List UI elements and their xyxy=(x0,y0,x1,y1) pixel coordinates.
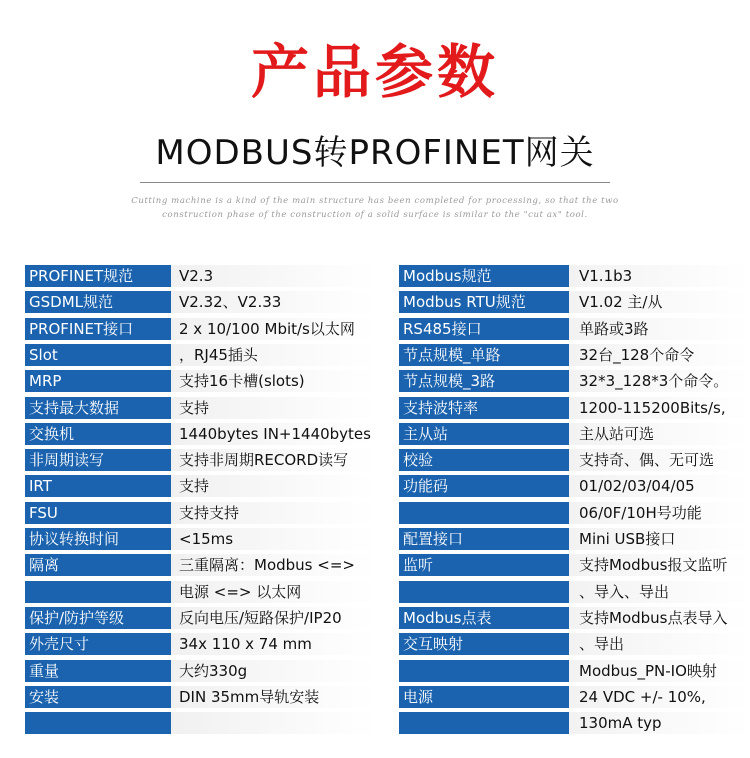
spec-label: 监听 xyxy=(399,554,569,576)
right-spec-row xyxy=(399,318,750,340)
spec-value: V2.32、V2.33 xyxy=(179,293,282,312)
spec-label: Modbus点表 xyxy=(399,607,569,629)
spec-value: <15ms xyxy=(179,530,234,548)
spec-value: 单路或3路 xyxy=(579,319,649,338)
left-spec-row xyxy=(25,265,375,287)
spec-label xyxy=(399,660,569,682)
spec-label: IRT xyxy=(25,475,171,497)
left-spec-row xyxy=(25,660,375,682)
right-spec-row xyxy=(399,554,750,576)
spec-value: 06/0F/10H号功能 xyxy=(579,503,702,522)
spec-value: Modbus_PN-IO映射 xyxy=(579,661,717,680)
spec-label: 节点规模_3路 xyxy=(399,370,569,392)
page-title: 产品参数 xyxy=(250,38,499,106)
right-spec-row xyxy=(399,291,750,313)
right-spec-row xyxy=(399,423,750,445)
left-spec-row xyxy=(25,528,375,550)
left-spec-row xyxy=(25,581,375,603)
spec-value: 32*3_128*3个命令。 xyxy=(579,372,729,391)
spec-label xyxy=(399,502,569,524)
left-spec-row xyxy=(25,397,375,419)
right-spec-row xyxy=(399,265,750,287)
spec-label xyxy=(25,581,171,603)
spec-label: RS485接口 xyxy=(399,318,569,340)
spec-value: 支持非周期RECORD读写 xyxy=(179,451,349,470)
spec-label: FSU xyxy=(25,502,171,524)
spec-value: 、导出 xyxy=(579,635,625,654)
spec-label: 校验 xyxy=(399,449,569,471)
spec-label: 交互映射 xyxy=(399,633,569,655)
spec-label: 支持波特率 xyxy=(399,397,569,419)
right-spec-row xyxy=(399,581,750,603)
spec-value: 电源 <=> 以太网 xyxy=(179,582,302,601)
right-spec-row xyxy=(399,449,750,471)
spec-value xyxy=(179,712,375,734)
spec-value: 大约330g xyxy=(179,661,248,680)
divider xyxy=(140,182,610,183)
right-spec-row xyxy=(399,712,750,734)
spec-label: Modbus RTU规范 xyxy=(399,291,569,313)
spec-value: 三重隔离：Modbus <=> xyxy=(179,556,355,575)
product-subtitle: MODBUS转PROFINET网关 xyxy=(155,133,595,173)
spec-label: 节点规模_单路 xyxy=(399,344,569,366)
right-spec-row xyxy=(399,502,750,524)
spec-value: 主从站可选 xyxy=(579,424,655,443)
right-spec-row xyxy=(399,475,750,497)
right-spec-row xyxy=(399,660,750,682)
spec-label: 配置接口 xyxy=(399,528,569,550)
left-spec-row xyxy=(25,370,375,392)
spec-table xyxy=(0,265,750,739)
left-spec-row xyxy=(25,291,375,313)
right-spec-row xyxy=(399,397,750,419)
spec-label xyxy=(25,712,171,734)
spec-label: GSDML规范 xyxy=(25,291,171,313)
spec-value: 2 x 10/100 Mbit/s以太网 xyxy=(179,319,355,338)
left-spec-row xyxy=(25,712,375,734)
spec-label: 协议转换时间 xyxy=(25,528,171,550)
left-spec-row xyxy=(25,475,375,497)
spec-value: 1440bytes IN+1440bytes xyxy=(179,424,371,443)
spec-label: 电源 xyxy=(399,686,569,708)
spec-value: 反向电压/短路保护/IP20 xyxy=(179,608,342,627)
right-spec-row xyxy=(399,370,750,392)
left-spec-row xyxy=(25,554,375,576)
spec-label xyxy=(399,581,569,603)
left-spec-row xyxy=(25,318,375,340)
spec-label: 安装 xyxy=(25,686,171,708)
left-spec-row xyxy=(25,423,375,445)
left-spec-row xyxy=(25,344,375,366)
spec-value: 34x 110 x 74 mm xyxy=(179,635,312,654)
spec-label: PROFINET接口 xyxy=(25,318,171,340)
spec-value: 支持 xyxy=(179,398,210,417)
spec-value: V1.1b3 xyxy=(579,267,633,285)
left-spec-row xyxy=(25,449,375,471)
right-spec-row xyxy=(399,607,750,629)
right-spec-row xyxy=(399,344,750,366)
spec-label: 外壳尺寸 xyxy=(25,633,171,655)
spec-label: Slot xyxy=(25,344,171,366)
left-spec-row xyxy=(25,502,375,524)
spec-value: 32台_128个命令 xyxy=(579,345,695,364)
spec-label: 保护/防护等级 xyxy=(25,607,171,629)
right-spec-row xyxy=(399,686,750,708)
spec-value: DIN 35mm导轨安装 xyxy=(179,687,320,706)
spec-value: V1.02 主/从 xyxy=(579,293,663,312)
spec-label: 主从站 xyxy=(399,423,569,445)
spec-label: 非周期读写 xyxy=(25,449,171,471)
spec-value: 130mA typ xyxy=(579,714,662,733)
decorative-caption: Cutting machine is a kind of the main structure has been completed for processing, so that the two construction phase of the construction of a solid surface is similar to the "cut ax" tool. xyxy=(131,196,619,220)
spec-value: Mini USB接口 xyxy=(579,530,676,548)
spec-value: V2.3 xyxy=(179,267,214,285)
spec-label: Modbus规范 xyxy=(399,265,569,287)
spec-label: 支持最大数据 xyxy=(25,397,171,419)
spec-value: 支持 xyxy=(179,477,210,496)
spec-label: 重量 xyxy=(25,660,171,682)
spec-value: 支持Modbus报文监听 xyxy=(579,556,728,575)
spec-value: 24 VDC +/- 10%, xyxy=(579,687,706,706)
spec-value: 支持奇、偶、无可选 xyxy=(579,451,715,470)
spec-label: 交换机 xyxy=(25,423,171,445)
spec-value: 支持支持 xyxy=(179,503,240,522)
spec-value: 、导入、导出 xyxy=(579,582,670,601)
spec-label: 隔离 xyxy=(25,554,171,576)
right-spec-row xyxy=(399,528,750,550)
spec-value: 01/02/03/04/05 xyxy=(579,477,695,496)
spec-value: 支持16卡槽(slots) xyxy=(179,372,305,391)
right-spec-row xyxy=(399,633,750,655)
left-spec-row xyxy=(25,607,375,629)
left-spec-row xyxy=(25,686,375,708)
spec-value: 支持Modbus点表导入 xyxy=(579,608,728,627)
spec-value: ，RJ45插头 xyxy=(179,345,258,364)
spec-label: 功能码 xyxy=(399,475,569,497)
spec-value: 1200-115200Bits/s, xyxy=(579,398,726,417)
spec-label xyxy=(399,712,569,734)
left-spec-row xyxy=(25,633,375,655)
spec-label: PROFINET规范 xyxy=(25,265,171,287)
spec-label: MRP xyxy=(25,370,171,392)
